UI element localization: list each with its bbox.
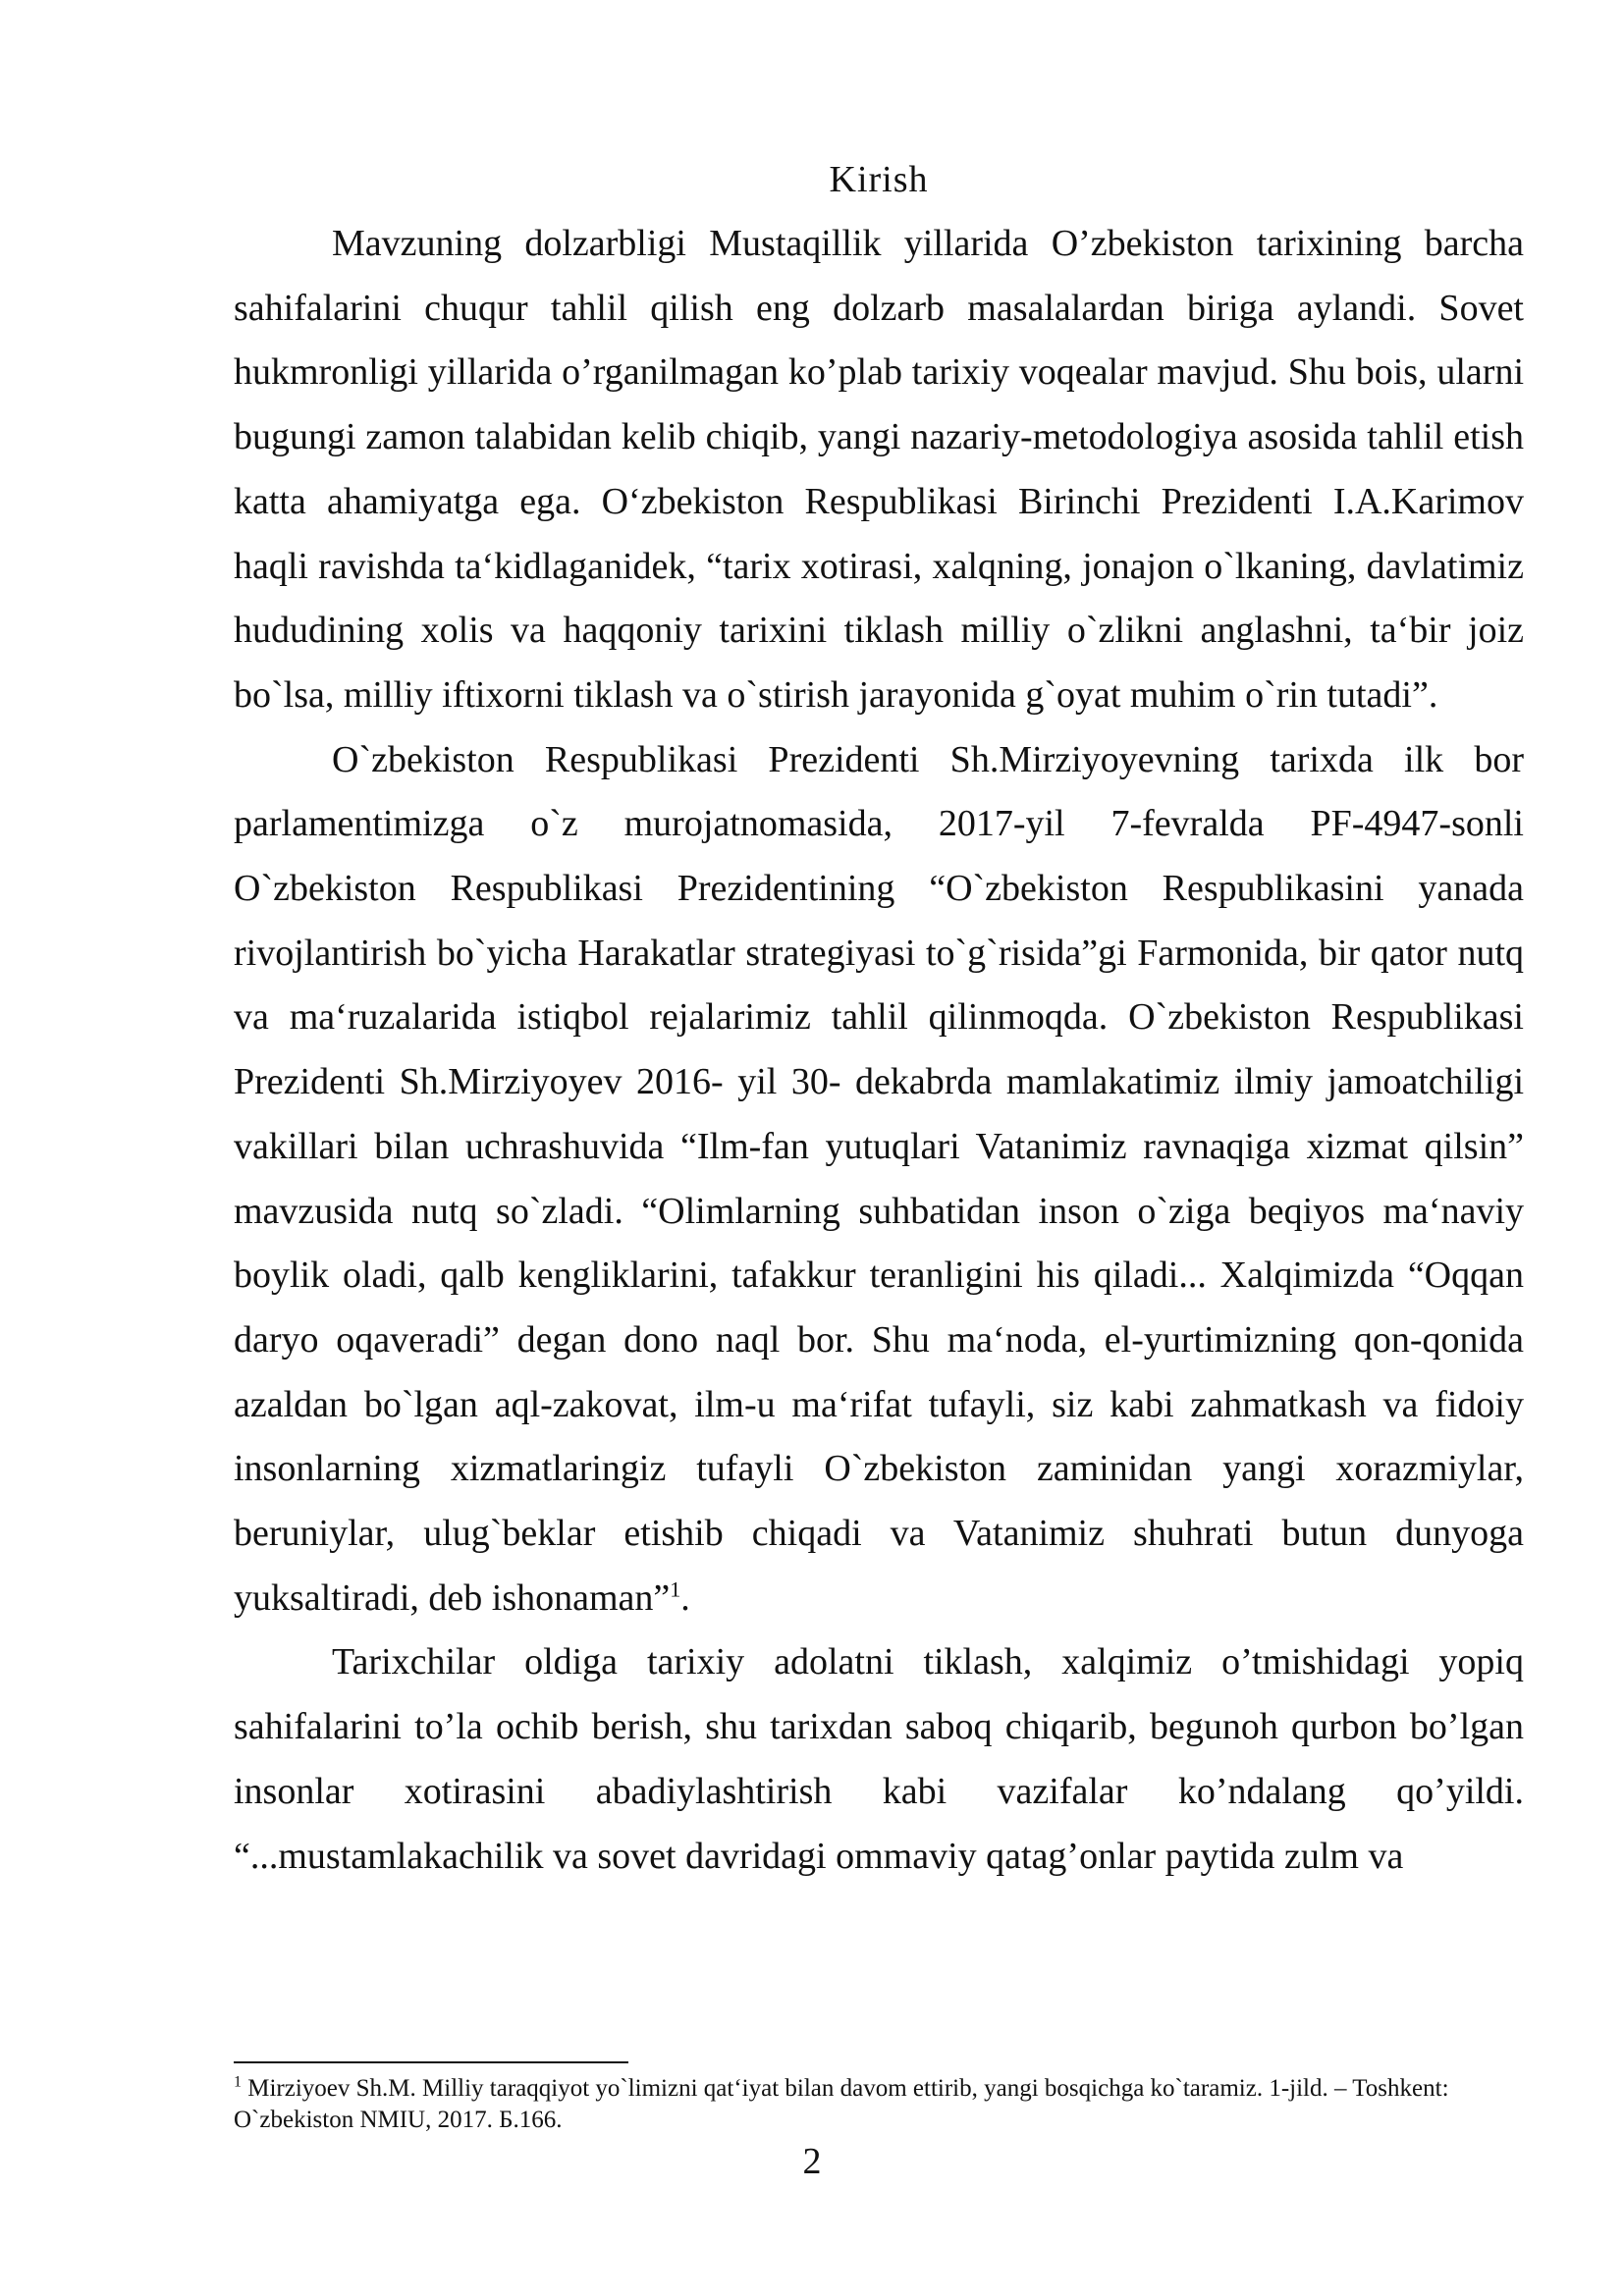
section-heading: Kirish [829,159,929,200]
footnote-marker: 1 [234,2073,242,2091]
main-text [234,147,1524,1889]
paragraph-president-speech-text: O`zbekiston Respublikasi Prezidenti Sh.Mirziyoyevning tarixda ilk bor parlamentimizga o`z murojatnomasida, 2017-yil 7-fevralda PF-4947-sonli O`zbekiston Respublikasi Prezidentining “O`zbekiston Respublikasini yanada rivojlantirish bo`yicha Harakatlar strategiyasi to`g`risida”gi Farmonida, bir qator nutq va ma‘ruzalarida istiqbol rejalarimiz tahlil qilinmoqda. O`zbekiston Respublikasi Prezidenti Sh.Mirziyoyev 2016- yil 30- dekabrda mamlakatimiz ilmiy jamoatchiligi vakillari bilan uchrashuvida “Ilm-fan yutuqlari Vatanimiz ravnaqiga xizmat qilsin” mavzusida nutq so`zladi. “Olimlarning suhbatidan inson o`ziga beqiyos ma‘naviy boylik oladi, qalb kengliklarini, tafakkur teranligini his qiladi... Xalqimizda “Oqqan daryo oqaveradi” degan dono naql bor. Shu ma‘noda, el-yurtimizning qon-qonida azaldan bo`lgan aql-zakovat, ilm-u ma‘rifat tufayli, siz kabi zahmatkash va fidoiy insonlarning xizmatlaringiz tufayli O`zbekiston zaminidan yangi xorazmiylar, beruniylar, ulug`beklar etishib chiqadi va Vatanimiz shuhrati butun dunyoga yuksaltiradi, deb ishonaman” [234,738,1524,1619]
paragraph-president-speech [234,728,1524,1631]
paragraph-relevance: Mavzuning dolzarbligi Mustaqillik yillarida O’zbekiston tarixining barcha sahifalarini chuqur tahlil qilish eng dolzarb masalalardan biriga aylandi. Sovet hukmronligi yillarida o’rganilmagan ko’plab tarixiy voqealar mavjud. Shu bois, ularni bugungi zamon talabidan kelib chiqib, yangi nazariy-metodologiya asosida tahlil etish katta ahamiyatga ega. O‘zbekiston Respublikasi Birinchi Prezidenti I.A.Karimov haqli ravishda ta‘kidlaganidek, “tarix xotirasi, xalqning, jonajon o`lkaning, davlatimiz hududining xolis va haqqoniy tarixini tiklash milliy o`zlikni anglashni, ta‘bir joiz bo`lsa, milliy iftixorni tiklash va o`stirish jarayonida g`oyat muhim o`rin tutadi”. [234,223,1524,716]
footnote-reference[interactable]: 1 [670,1576,681,1602]
page-number: 2 [802,2141,822,2182]
paragraph-historians: Tarixchilar oldiga tarixiy adolatni tiklash, xalqimiz o’tmishidagi yopiq sahifalarini to’la ochib berish, shu tarixdan saboq chiqarib, begunoh qurbon bo’lgan insonlar xotirasini abadiylashtirish kabi vazifalar ko’ndalang qo’yildi. “...mustamlakachilik va sovet davridagi ommaviy qatag’onlar paytida zulm va [234,1641,1524,1877]
footnote [234,2073,1524,2136]
footnote-text: Mirziyoev Sh.M. Milliy taraqqiyot yo`limizni qat‘iyat bilan davom ettirib, yangi bosqichga ko`taramiz. 1-jild. – Toshkent: O`zbekiston NMIU, 2017. Б.166. [234,2075,1449,2133]
footnote-divider [234,2061,628,2063]
paragraph-president-speech-tail: . [680,1576,690,1619]
